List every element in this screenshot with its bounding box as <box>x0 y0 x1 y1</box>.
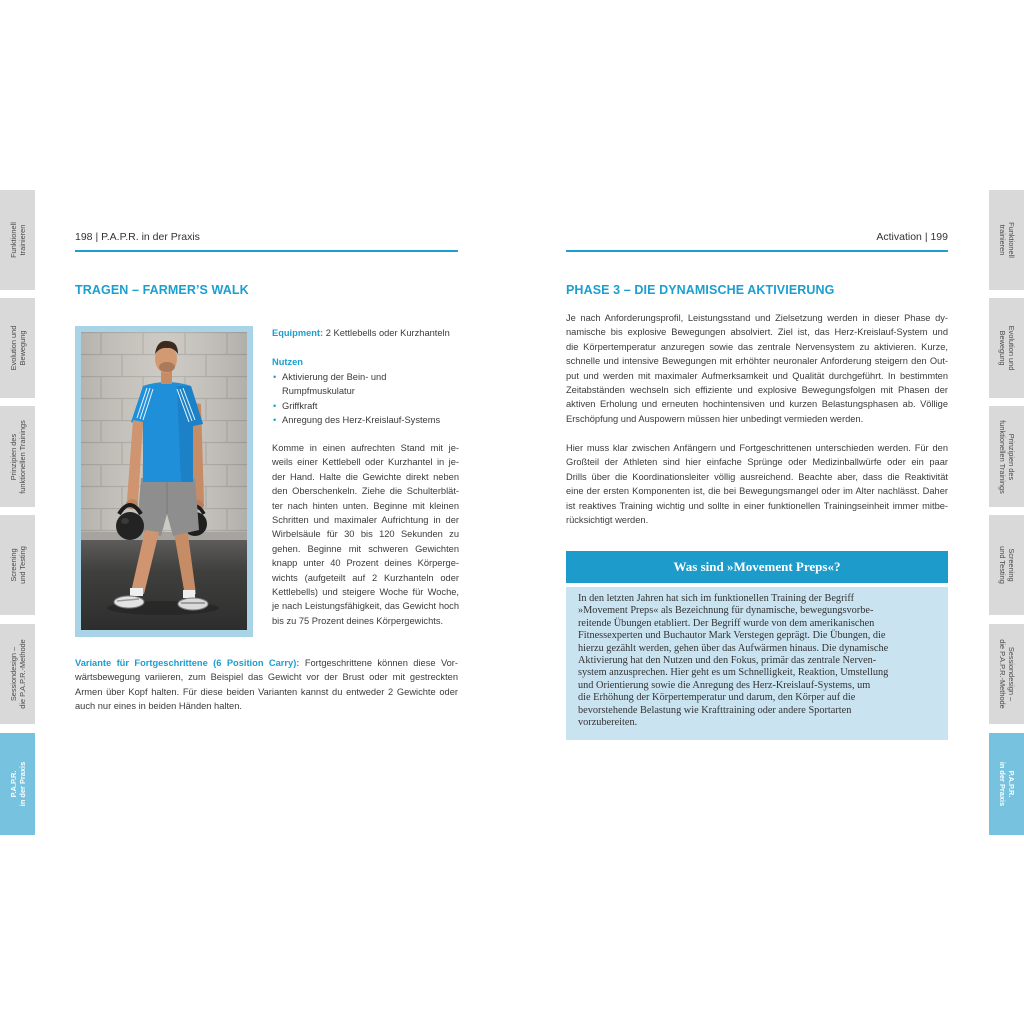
benefit-item <box>272 413 459 427</box>
text-line: namische bis explosive Bewegungen absolviert. Ziel ist, das Herz-Kreislauf-System und <box>566 327 948 338</box>
chapter-tab-line: Bewegung <box>997 330 1007 366</box>
chapter-tab-line: trainieren <box>997 224 1007 256</box>
equipment-label: Equipment: <box>272 328 324 338</box>
text-line: gehen. Beginne mit schweren Gewichten <box>272 543 459 554</box>
chapter-tab-line: Prinzipien des <box>8 433 18 480</box>
header-separator: | <box>924 231 928 243</box>
text-line: • Griffkraft <box>282 400 318 411</box>
header-separator: | <box>95 231 99 243</box>
text-line: je nach Leistungsfähigkeit, das Gewicht hoch <box>272 601 459 612</box>
equipment-text: 2 Kettlebells oder Kurzhanteln <box>325 328 450 338</box>
text-line: weils einer Kettlebell oder Kurzhantel in je- <box>272 457 459 468</box>
chapter-tab-line: Prinzipien des <box>1006 433 1016 480</box>
paragraph-2 <box>566 441 948 527</box>
chapter-tab-line: funktionellen Trainings <box>17 419 27 494</box>
text-line: und Orientierung sowie die Anregung des Herz-Kreislauf-Systems, um <box>578 679 871 691</box>
text-line: Rumpfmuskulatur <box>282 386 355 397</box>
running-title: Activation <box>876 231 922 243</box>
chapter-tab-line: Funktionell <box>8 222 18 258</box>
text-line: In den letzten Jahren hat sich im funktionellen Training der Begriff <box>578 593 855 604</box>
section-title: TRAGEN – FARMER’S WALK <box>75 283 249 297</box>
chapter-tab-line: funktionellen Trainings <box>997 419 1007 494</box>
chapter-tab-line: Sessiondesign – <box>1006 646 1016 702</box>
chapter-tab-line: Sessiondesign – <box>8 646 18 702</box>
photo-frame <box>75 326 253 637</box>
text-line: Schritten und maximaler Aufrichtung in der <box>272 514 459 525</box>
chapter-tab-line: P.A.P.R. <box>1006 770 1016 798</box>
text-line: • Anregung des Herz-Kreislauf-Systems <box>282 415 441 426</box>
benefits-heading: Nutzen <box>272 357 303 367</box>
variant-first-line: Fortgeschrittene können diese Vor- <box>304 658 458 668</box>
chapter-tab-line: Screening <box>8 548 18 582</box>
text-line: Kettlebells) und steigere Woche für Woche, <box>272 586 459 597</box>
chapter-tab-line: trainieren <box>17 224 27 256</box>
text-line: hierzu gezählt werden, gehen über das Aufwärmen hinaus. Die dynamische <box>578 642 889 654</box>
text-line: Aktivierung hat den Nutzen und den Fokus, primär das zentrale Nerven- <box>578 654 877 666</box>
info-box-body <box>566 587 948 740</box>
benefit-item <box>272 399 459 413</box>
text-line: bis zu 75 Prozent deines Körpergewichts. <box>272 615 444 626</box>
text-line: bevorstehende Belastung wie Krafttraining oder andere Sportarten <box>578 704 852 716</box>
chapter-tab-line: Evolution und <box>1006 325 1016 371</box>
text-line: Großteil der Athleten sind hier einfache Sprünge oder Medizinballwürfe oder ein paar <box>566 457 948 468</box>
equipment-line <box>272 326 462 340</box>
text-line: eine der ersten Komponenten ist, die bei Bewegungsmangel oder im Alter nachlässt. Daher <box>566 486 948 497</box>
chapter-tab-line: Funktionell <box>1006 222 1016 258</box>
text-line: vorzubereiten. <box>578 716 638 728</box>
chapter-tab-line: und Testing <box>17 546 27 584</box>
benefits-list <box>272 370 459 428</box>
chapter-tab-line: in der Praxis <box>17 761 27 807</box>
text-line: Drills über die Koordinationsleiter völlig ausreichend. Beachte aber, dass die Reaktivität <box>566 471 948 482</box>
header-rule <box>566 250 948 252</box>
text-line: Hier muss klar zwischen Anfängern und Fortgeschrittenen unterschieden werden. Für den <box>566 443 948 453</box>
text-line: • Aktivierung der Bein- und <box>282 372 387 382</box>
chapter-tab-line: P.A.P.R. <box>8 770 18 798</box>
section-title: PHASE 3 – DIE DYNAMISCHE AKTIVIERUNG <box>566 283 835 297</box>
text-line: Wirbelsäule für 30 bis 120 Sekunden zu <box>272 529 459 540</box>
text-line: knapp unter 40 Prozent deines Körperge- <box>272 558 459 569</box>
instructions-paragraph <box>272 441 459 628</box>
text-line: schnelle und intensive Bewegungen mit erhöhter neuronaler Anforderung steigern den Out- <box>566 356 948 367</box>
text-line: put und werden mit maximaler Aufmerksamkeit und Qualität durchgeführt. In bestimmten <box>566 370 948 381</box>
chapter-tab-line: Evolution und <box>8 325 18 371</box>
floor <box>81 540 247 630</box>
text-line: den Oberschenkeln. Ziehe die Schulterblät- <box>272 486 459 497</box>
text-line: Fitnessexperten und Buchautor Mark Verstegen geprägt. Die Übungen, die <box>578 630 886 642</box>
text-line: system anzusprechen. Hier geht es um Schnelligkeit, Reaktion, Umstellung <box>578 667 889 679</box>
page-number: 199 <box>930 231 948 243</box>
text-line: Armen über Kopf halten. Für diese beiden Varianten kannst du entweder 2 Gewichte oder <box>75 686 458 697</box>
chapter-tab-line: und Testing <box>997 546 1007 584</box>
text-line: ter nach hinten unten. Beginne mit kleinen <box>272 500 459 511</box>
text-line: wichts (aufgeteilt auf 2 Kurzhanteln oder <box>272 572 459 583</box>
text-line: »Movement Preps« als Bezeichnung für dynamische, bewegungsvorbe- <box>578 605 874 617</box>
chapter-tab-line: Screening <box>1006 548 1016 582</box>
header-rule <box>75 250 458 252</box>
text-line: der Hand. Halte die Gewichte direkt neben <box>272 471 459 482</box>
right-page <box>512 0 1024 1024</box>
running-header <box>876 230 948 244</box>
running-header <box>75 230 200 244</box>
text-line: Je nach Anforderungsprofil, Leistungsstand und Zielsetzung werden in dieser Phase dy- <box>566 313 948 323</box>
benefit-item <box>272 370 459 399</box>
text-line <box>75 656 458 670</box>
text-line: die Erhöhung der Körpertemperatur und darum, den Körper auf die <box>578 692 856 704</box>
text-line: aktiven Erholung und erneuten hochintensiven und kurzen Belastungsphasen ab. Völlige <box>566 399 948 410</box>
text-line: ist reaktives Training wichtig und sollte in einer funktionellen Trainingseinheit immer mitbe- <box>566 500 948 511</box>
running-title: P.A.P.R. in der Praxis <box>101 231 200 243</box>
text-line: die Körpertemperatur anzuregen sowie das zentrale Nervensystem zu aktivieren. Kurze, <box>566 341 948 352</box>
variant-label: Variante für Fortgeschrittene (6 Position Carry): <box>75 658 300 668</box>
text-line: rücksichtigt werden. <box>566 514 649 525</box>
chapter-tab-line: in der Praxis <box>997 761 1007 807</box>
chapter-tab-line: die P.A.P.R.-Methode <box>17 639 27 709</box>
paragraph-1 <box>566 311 948 426</box>
variant-paragraph <box>75 656 458 714</box>
photo-farmers-walk <box>81 332 247 630</box>
text-line: reitende Übungen etabliert. Der Begriff wurde von dem amerikanischen <box>578 617 875 629</box>
text-line: auch nur eines in beiden Händen halten. <box>75 701 242 712</box>
text-line: Erschöpfung und Auspowern müssen hier unbedingt vermieden werden. <box>566 413 864 424</box>
text-line: Zeitabständen wechseln sich effiziente und explosive Bewegungsfolgen mit Phasen der <box>566 384 948 395</box>
page-number: 198 <box>75 231 93 243</box>
text-line: wärtsbewegung variieren, zum Beispiel das Gewicht vor der Brust oder mit gestreckten <box>75 672 458 683</box>
chapter-tab-line: die P.A.P.R.-Methode <box>997 639 1007 709</box>
chapter-tab-line: Bewegung <box>17 330 27 366</box>
text-line: Komme in einen aufrechten Stand mit je- <box>272 443 459 453</box>
info-box-title: Was sind »Movement Preps«? <box>566 551 948 583</box>
